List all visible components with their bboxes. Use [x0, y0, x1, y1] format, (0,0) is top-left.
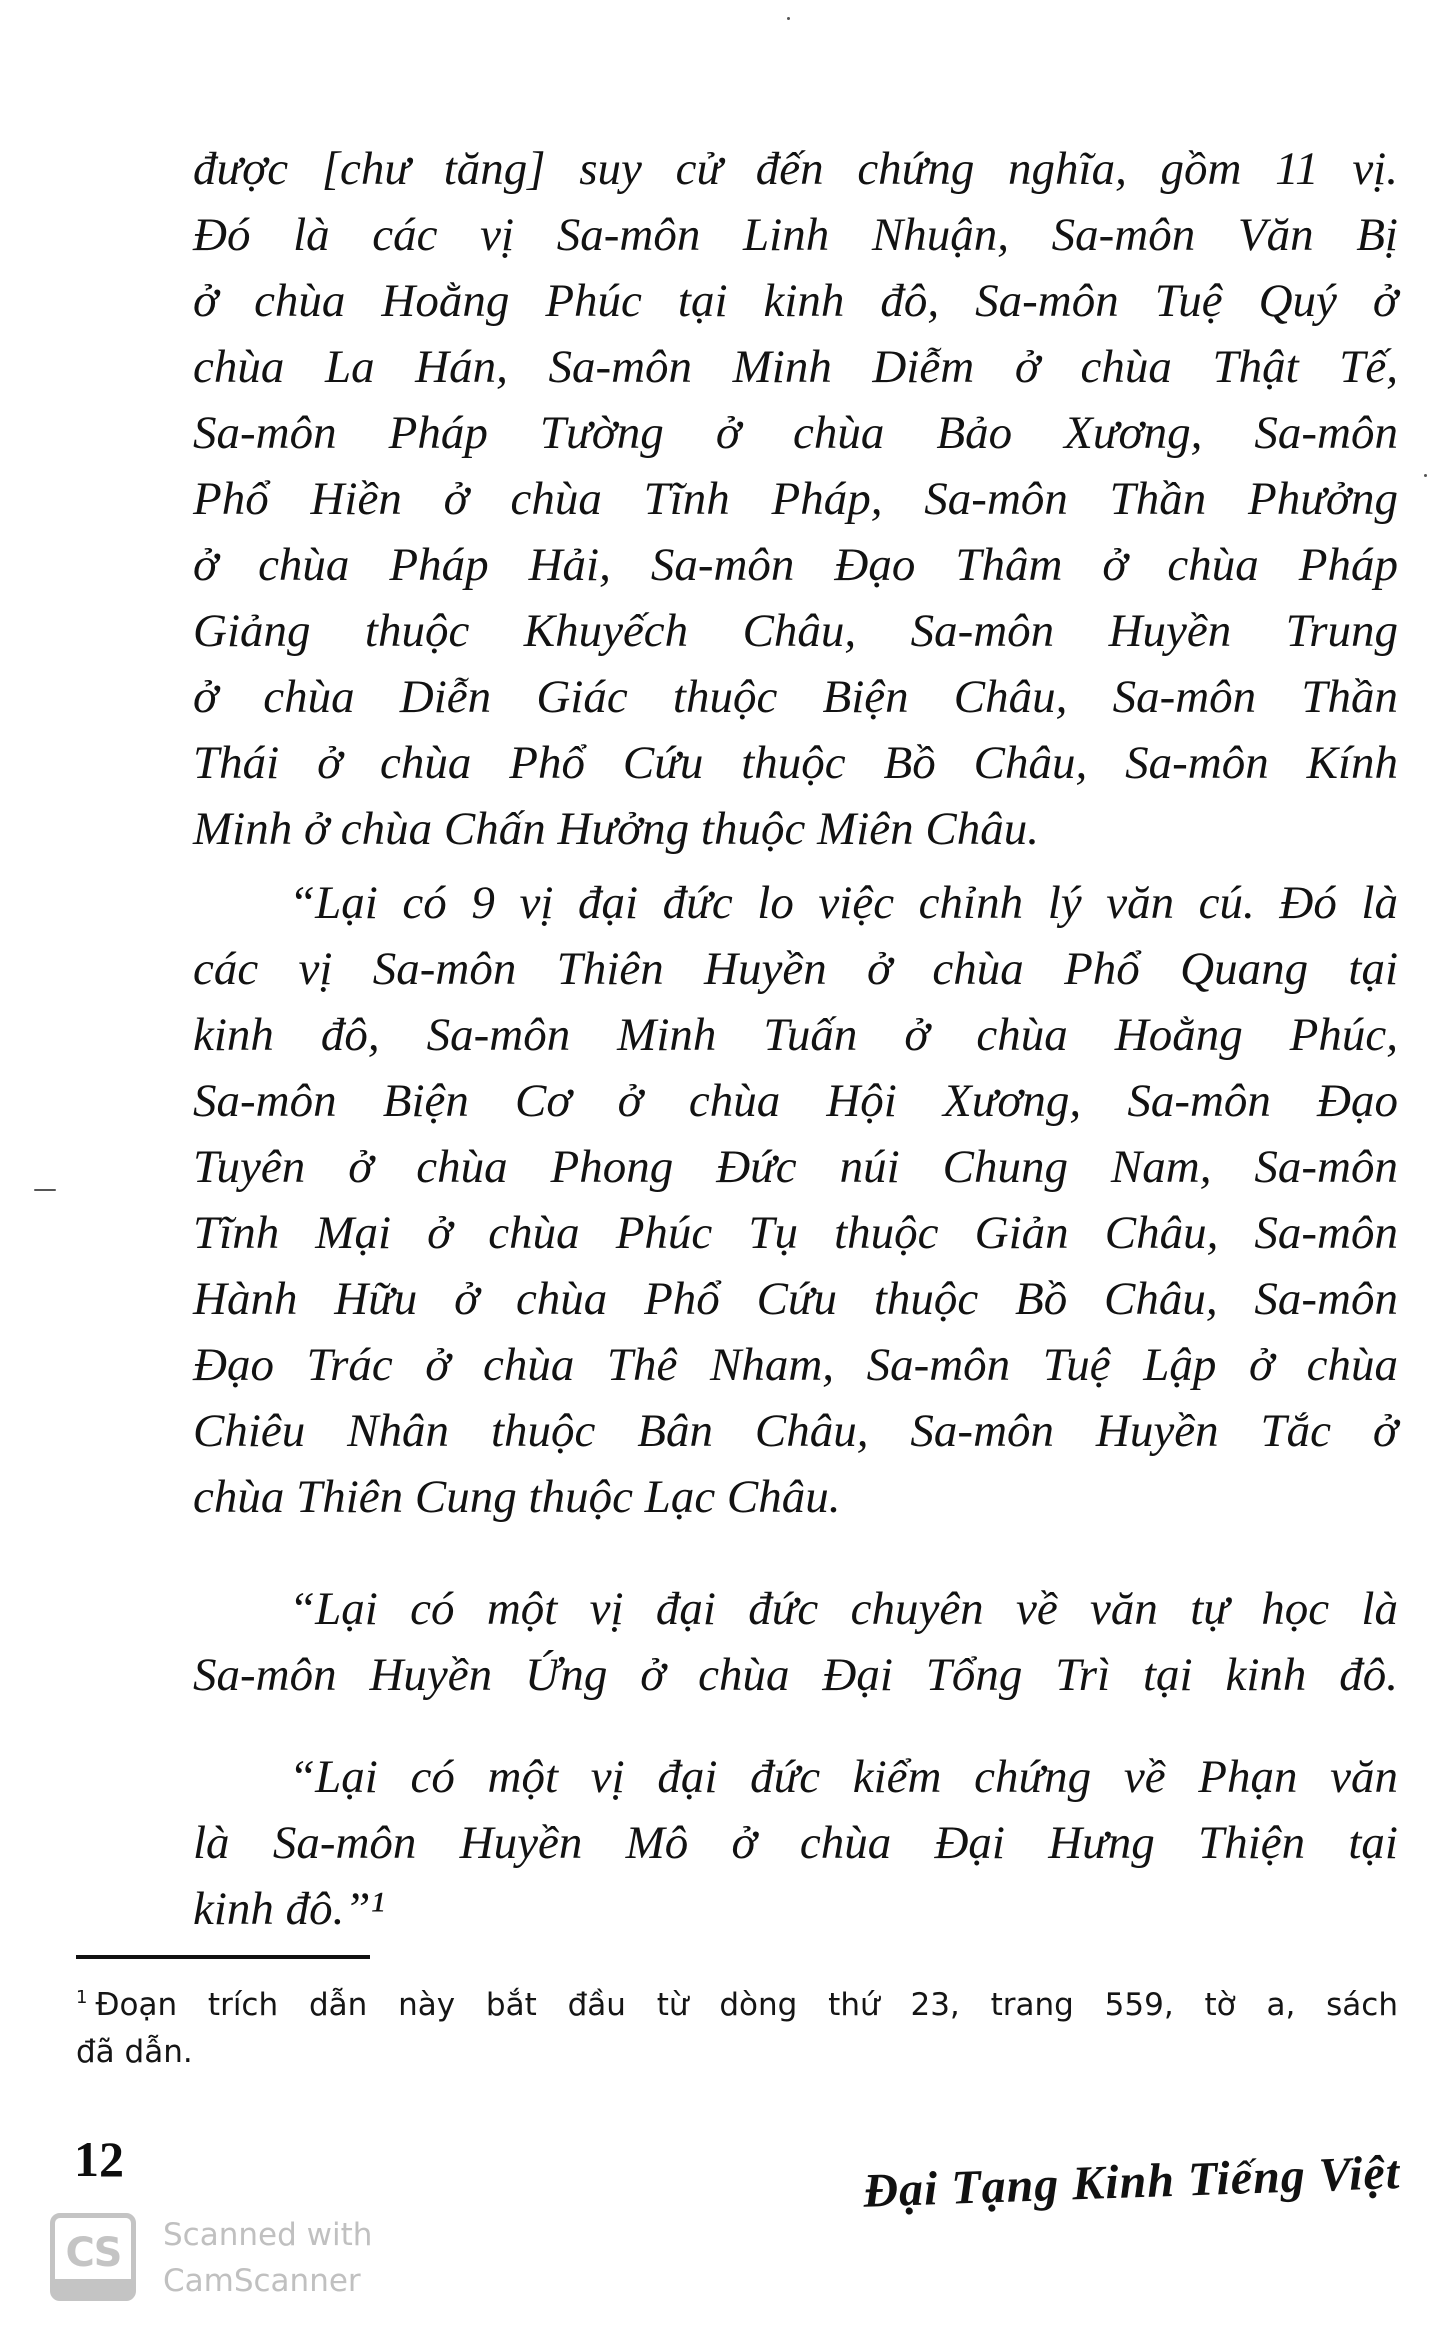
text-line: Tĩnh Mại ở chùa Phúc Tụ thuộc Giản Châu, Sa-môn [193, 1207, 1398, 1259]
footnote-text: Đoạn trích dẫn này bắt đầu từ dòng thứ 23, trang 559, tờ a, sách [95, 1987, 1398, 2023]
footnote-marker: 1 [76, 1987, 88, 2008]
text-line: Phổ Hiền ở chùa Tĩnh Pháp, Sa-môn Thần Phưởng [193, 473, 1398, 525]
scan-speck [787, 17, 790, 20]
footnote-line: đã dẫn. [76, 2034, 193, 2070]
logo-text: CS [65, 2230, 121, 2276]
text-line: “Lại có một vị đại đức chuyên về văn tự học là [289, 1583, 1398, 1635]
text-line: Chiêu Nhân thuộc Bân Châu, Sa-môn Huyền Tắc ở [193, 1405, 1398, 1457]
text-line: kinh đô.”¹ [193, 1883, 385, 1935]
text-line: ở chùa Hoằng Phúc tại kinh đô, Sa-môn Tuệ Quý ở [193, 275, 1398, 327]
camscanner-logo-icon [50, 2213, 136, 2301]
footnote-line [76, 1976, 1398, 2023]
text-line: là Sa-môn Huyền Mô ở chùa Đại Hưng Thiện tại [193, 1817, 1398, 1869]
text-line: các vị Sa-môn Thiên Huyền ở chùa Phổ Quang tại [193, 943, 1398, 995]
text-line: Sa-môn Biện Cơ ở chùa Hội Xương, Sa-môn Đạo [193, 1075, 1398, 1127]
scan-speck [34, 1189, 56, 1191]
text-line: Hành Hữu ở chùa Phổ Cứu thuộc Bồ Châu, Sa-môn [193, 1273, 1398, 1325]
page-number: 12 [74, 2131, 124, 2187]
text-line: ở chùa Diễn Giác thuộc Biện Châu, Sa-môn Thần [193, 671, 1398, 723]
text-line: Đó là các vị Sa-môn Linh Nhuận, Sa-môn Văn Bị [193, 209, 1398, 261]
text-line: ở chùa Pháp Hải, Sa-môn Đạo Thâm ở chùa Pháp [193, 539, 1398, 591]
watermark-line-1: Scanned with [163, 2217, 373, 2253]
text-line: Đạo Trác ở chùa Thê Nham, Sa-môn Tuệ Lập ở chùa [193, 1339, 1398, 1391]
text-line: Minh ở chùa Chấn Hưởng thuộc Miên Châu. [193, 803, 1039, 855]
text-line: Thái ở chùa Phổ Cứu thuộc Bồ Châu, Sa-môn Kính [193, 737, 1398, 789]
watermark-line-2: CamScanner [163, 2263, 361, 2299]
text-line: Giảng thuộc Khuyếch Châu, Sa-môn Huyền Trung [193, 605, 1398, 657]
text-line: được [chư tăng] suy cử đến chứng nghĩa, gồm 11 vị. [193, 143, 1398, 195]
text-line: Sa-môn Huyền Ứng ở chùa Đại Tổng Trì tại kinh đô. [193, 1649, 1398, 1701]
running-title: Đại Tạng Kinh Tiếng Việt [862, 2146, 1401, 2218]
text-line: “Lại có 9 vị đại đức lo việc chỉnh lý văn cú. Đó là [289, 877, 1398, 929]
text-line: Sa-môn Pháp Tường ở chùa Bảo Xương, Sa-môn [193, 407, 1398, 459]
text-line: chùa La Hán, Sa-môn Minh Diễm ở chùa Thật Tế, [193, 341, 1398, 393]
text-line: Tuyên ở chùa Phong Đức núi Chung Nam, Sa-môn [193, 1141, 1398, 1193]
text-line: chùa Thiên Cung thuộc Lạc Châu. [193, 1471, 841, 1523]
footnote-separator [76, 1955, 370, 1959]
text-line: kinh đô, Sa-môn Minh Tuấn ở chùa Hoằng Phúc, [193, 1009, 1398, 1061]
scan-speck [1424, 474, 1427, 477]
text-line: “Lại có một vị đại đức kiểm chứng về Phạn văn [289, 1751, 1398, 1803]
